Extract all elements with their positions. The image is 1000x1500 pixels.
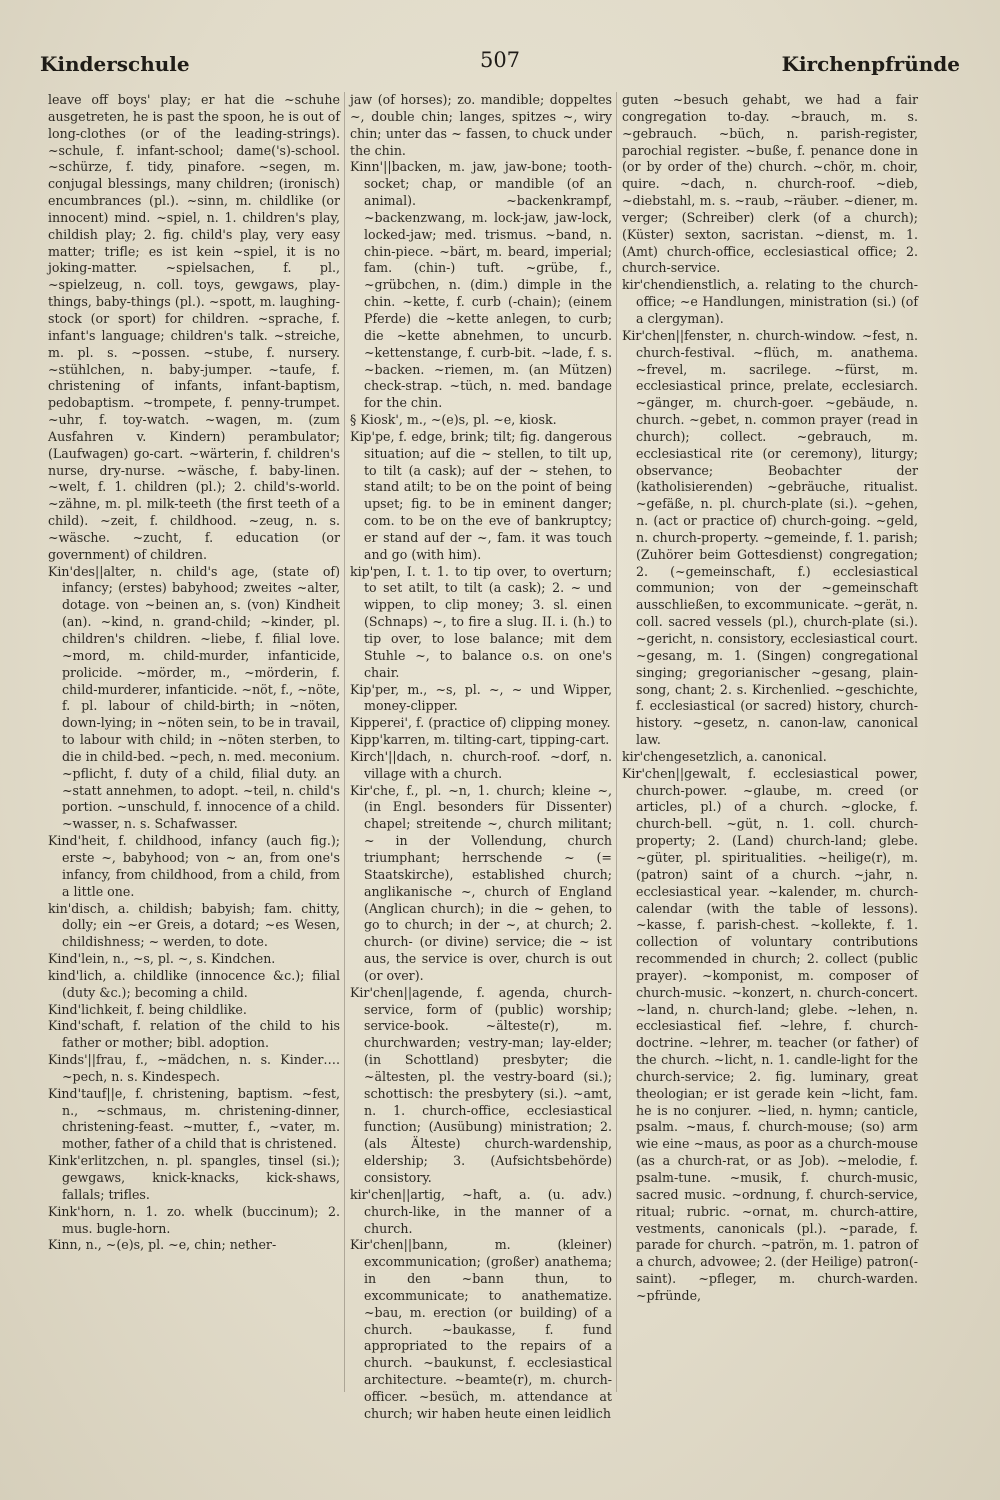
dictionary-entry: Kip'per, m., ~s, pl. ~, ~ und Wipper, money-clipper. — [350, 681, 612, 714]
dictionary-entry: kir'chengesetzlich, a. canonical. — [622, 748, 827, 764]
dictionary-entry: Kind'heit, f. childhood, infancy (auch fig.); erste ~, babyhood; von ~ an, from one's infancy, from childhood, from a child, from a little one. — [48, 833, 340, 899]
dictionary-entry: Kirch'||dach, n. church-roof. ~dorf, n. village with a church. — [350, 748, 612, 781]
dictionary-entry: Kind'tauf||e, f. christening, baptism. ~fest, n., ~schmaus, m. christening-dinner, christening-feast. ~mutter, f., ~vater, m. mother, father of a child that is christened. — [48, 1085, 340, 1152]
dictionary-entry: § Kiosk', m., ~(e)s, pl. ~e, kiosk. — [350, 412, 557, 428]
column-divider — [616, 92, 617, 1392]
dictionary-entry: Kir'che, f., pl. ~n, 1. church; kleine ~, (in Engl. besonders für Dissenter) chapel; streitende ~, church militant; ~ in der Vollendung, church triumphant; herrschende ~ (= Staatskirche), established church; anglikanische ~, church of England (Anglican church); in die ~ gehen, to go to church; in der ~, at church; 2. church- (or divine) service; die ~ ist aus, the service is over, church is out (or over). — [350, 782, 612, 983]
dictionary-entry: Kind'lein, n., ~s, pl. ~, s. Kindchen. — [48, 951, 276, 967]
dictionary-entry: Kink'horn, n. 1. zo. whelk (buccinum); 2. mus. bugle-horn. — [48, 1203, 340, 1236]
running-head-right: Kirchenpfründe — [781, 52, 960, 76]
dictionary-entry: Kind'schaft, f. relation of the child to his father or mother; bibl. adoption. — [48, 1018, 340, 1051]
running-head-left: Kinderschule — [40, 52, 190, 76]
dictionary-entry: kip'pen, I. t. 1. to tip over, to overturn; to set atilt, to tilt (a cask); 2. ~ und wippen, to clip money; 3. sl. einen (Schnaps) ~, to fire a slug. II. i. (h.) to tip over, to lose balance; mit dem Stuhle ~, to balance o.s. on one's chair. — [350, 563, 612, 680]
dictionary-entry: kin'disch, a. childish; babyish; fam. chitty, dolly; ein ~er Greis, a dotard; ~es Wesen, childishness; ~ werden, to dote. — [48, 900, 340, 950]
dictionary-entry: Kir'chen||gewalt, f. ecclesiastical power, church-power. ~glaube, m. creed (or articles, pl.) of a church. ~glocke, f. church-bell. ~güt, n. 1. coll. church-property; 2. (Land) church-land; glebe. ~güter, pl. spiritualities. ~heilige(r), m. (patron) saint of a church. ~jahr, n. ecclesiastical year. ~kalender, m. church-calendar (with the table of lessons). ~kasse, f. parish-chest. ~kollekte, f. 1. collection of voluntary contributions recommended in church; 2. collect (public prayer). ~komponist, m. composer of church-music. ~konzert, n. church-concert. ~land, n. church-land; glebe. ~lehen, n. ecclesiastical fief. ~lehre, f. church-doctrine. ~lehrer, m. teacher (or father) of the church. ~licht, n. 1. candle-light for the church-service; 2. fig. luminary, great theologian; er ist gerade kein ~licht, fam. he is no conjurer. ~lied, n. hymn; canticle, psalm. ~maus, f. church-mouse; (so) arm wie eine ~maus, as poor as a church-mouse (as a church-rat, or as Job). ~melodie, f. psalm-tune. ~musik, f. church-music, sacred music. ~ordnung, f. church-service, ritual; rubric. ~ornat, m. church-attire, vestments, canonicals (pl.). ~parade, f. parade for church. ~patrön, m. 1. patron of a church, advowee; 2. (der Heilige) patron(-saint). ~pfleger, m. church-warden. ~pfründe, — [622, 765, 918, 1303]
dictionary-entry: Kinn'||backen, m. jaw, jaw-bone; tooth-socket; chap, or mandible (of an animal). ~backenkrampf, ~backenzwang, m. lock-jaw, jaw-lock, locked-jaw; med. trismus. ~band, n. chin-piece. ~bärt, m. beard, imperial; fam. (chin-) tuft. ~grübe, f., ~grübchen, n. (dim.) dimple in the chin. ~kette, f. curb (-chain); (einem Pferde) die ~kette anlegen, to curb; die ~kette abnehmen, to uncurb. ~kettenstange, f. curb-bit. ~lade, f. s. ~backen. ~riemen, m. (an Mützen) check-strap. ~tüch, n. med. bandage for the chin. — [350, 159, 612, 411]
dictionary-entry: kir'chen||artig, ~haft, a. (u. adv.) church-like, in the manner of a church. — [350, 1186, 612, 1236]
column-1 — [48, 92, 340, 1254]
dictionary-entry: Kinn, n., ~(e)s, pl. ~e, chin; nether- — [48, 1237, 277, 1253]
column-2 — [350, 92, 612, 1423]
dictionary-entry: Kip'pe, f. edge, brink; tilt; fig. dangerous situation; auf die ~ stellen, to tilt up, to tilt (a cask); auf der ~ stehen, to stand atilt; to be on the point of being upset; fig. to be in eminent danger; com. to be on the eve of bankruptcy; er stand auf der ~, fam. it was touch and go (with him). — [350, 428, 612, 562]
dictionary-entry: Kir'chen||fenster, n. church-window. ~fest, n. church-festival. ~flüch, m. anathema. ~frevel, m. sacrilege. ~fürst, m. ecclesiastical prince, prelate, ecclesiarch. ~gänger, m. church-goer. ~gebäude, n. church. ~gebet, n. common prayer (read in church); collect. ~gebrauch, m. ecclesiastical rite (or ceremony), liturgy; observance; Beobachter der (katholisierenden) ~gebräuche, ritualist. ~gefäße, n. pl. church-plate (si.). ~gehen, n. (act or practice of) church-going. ~geld, n. church-property. ~gemeinde, f. 1. parish; (Zuhörer beim Gottesdienst) congregation; 2. (~gemeinschaft, f.) ecclesiastical communion; von der ~gemeinschaft ausschließen, to excommunicate. ~gerät, n. coll. sacred vessels (pl.), church-plate (si.). ~gericht, n. consistory, ecclesiastical court. ~gesang, m. 1. (Singen) congregational singing; gregorianischer ~gesang, plain-song, chant; 2. s. Kirchenlied. ~geschichte, f. ecclesiastical (or sacred) history, church-history. ~gesetz, n. canon-law, canonical law. — [622, 327, 918, 748]
dictionary-entry: Kir'chen||agende, f. agenda, church-service, form of (public) worship; service-book. ~älteste(r), m. churchwarden; vestry-man; lay-elder; (in Schottland) presbyter; die ~ältesten, pl. the vestry-board (si.); schottisch: the presbytery (si.). ~amt, n. 1. church-office, ecclesiastical function; (Ausübung) ministration; 2. (als Älteste) church-wardenship, eldership; 3. (Aufsichtsbehörde) consistory. — [350, 984, 612, 1185]
dictionary-entry: kind'lich, a. childlike (innocence &c.); filial (duty &c.); becoming a child. — [48, 967, 340, 1000]
dictionary-entry: Kipperei', f. (practice of) clipping money. — [350, 715, 611, 731]
dictionary-entry: guten ~besuch gehabt, we had a fair congregation to-day. ~brauch, m. s. ~gebrauch. ~büch, n. parish-register, parochial register. ~buße, f. penance done in (or by order of the) church. ~chör, m. choir, quire. ~dach, n. church-roof. ~dieb, ~diebstahl, m. s. ~raub, ~räuber. ~diener, m. verger; (Schreiber) clerk (of a church); (Küster) sexton, sacristan. ~dienst, m. 1. (Amt) church-office, ecclesiastical office; 2. church-service. — [622, 92, 918, 276]
page-number: 507 — [479, 48, 521, 72]
column-divider — [344, 92, 345, 1392]
dictionary-entry: Kink'erlitzchen, n. pl. spangles, tinsel (si.); gewgaws, knick-knacks, kick-shaws, fallals; trifles. — [48, 1153, 340, 1202]
dictionary-entry: Kir'chen||bann, m. (kleiner) excommunication; (großer) anathema; in den ~bann thun, to excommunicate; to anathematize. ~bau, m. erection (or building) of a church. ~baukasse, f. fund appropriated to the repairs of a church. ~baukunst, f. ecclesiastical architecture. ~beamte(r), m. church-officer. ~besüch, m. attendance at church; wir haben heute einen leidlich — [350, 1237, 612, 1421]
dictionary-entry: Kin'des||alter, n. child's age, (state of) infancy; (erstes) babyhood; zweites ~alter, dotage. von ~beinen an, s. (von) Kindheit (an). ~kind, n. grand-child; ~kinder, pl. children's children. ~liebe, f. filial love. ~mord, m. child-murder, infanticide, prolicide. ~mörder, m., ~mörderin, f. child-murderer, infanticide. ~nöt, f., ~nöte, f. pl. labour of child-birth; in ~nöten, down-lying; in ~nöten sein, to be in travail, to labour with child; in ~nöten sterben, to die in child-bed. ~pech, n. med. meconium. ~pflicht, f. duty of a child, filial duty. an ~statt annehmen, to adopt. ~teil, n. child's portion. ~unschuld, f. innocence of a child. ~wasser, n. s. Schafwasser. — [48, 563, 340, 832]
dictionary-entry: Kind'lichkeit, f. being childlike. — [48, 1001, 247, 1017]
dictionary-entry: Kinds'||frau, f., ~mädchen, n. s. Kinder…. ~pech, n. s. Kindespech. — [48, 1052, 340, 1084]
column-3 — [622, 92, 918, 1305]
dictionary-entry: leave off boys' play; er hat die ~schuhe ausgetreten, he is past the spoon, he is out of long-clothes (or of the leading-strings). ~schule, f. infant-school; dame('s)-school. ~schürze, f. tidy, pinafore. ~segen, m. conjugal blessings, many children; (ironisch) encumbrances (pl.). ~sinn, m. childlike (or innocent) mind. ~spiel, n. 1. children's play, childish play; 2. fig. child's play, very easy matter; trifle; es ist kein ~spiel, it is no joking-matter. ~spielsachen, f. pl., ~spielzeug, n. coll. toys, gewgaws, play-things, baby-things (pl.). ~spott, m. laughing-stock (or sport) for children. ~sprache, f. infant's language; children's talk. ~streiche, m. pl. s. ~possen. ~stube, f. nursery. ~stühlchen, n. baby-jumper. ~taufe, f. christening of infants, infant-baptism, pedobaptism. ~trompete, f. penny-trumpet. ~uhr, f. toy-watch. ~wagen, m. (zum Ausfahren v. Kindern) perambulator; (Laufwagen) go-cart. ~wärterin, f. children's nurse, dry-nurse. ~wäsche, f. baby-linen. ~welt, f. 1. children (pl.); 2. child's-world. ~zähne, m. pl. milk-teeth (the first teeth of a child). ~zeit, f. childhood. ~zeug, n. s. ~wäsche. ~zucht, f. education (or government) of children. — [48, 92, 340, 562]
dictionary-entry: kir'chendienstlich, a. relating to the church-office; ~e Handlungen, ministration (si.) (of a clergyman). — [622, 277, 918, 326]
dictionary-entry: jaw (of horses); zo. mandible; doppeltes ~, double chin; langes, spitzes ~, wiry chin; unter das ~ fassen, to chuck under the chin. — [350, 92, 612, 158]
dictionary-entry: Kipp'karren, m. tilting-cart, tipping-cart. — [350, 732, 610, 748]
